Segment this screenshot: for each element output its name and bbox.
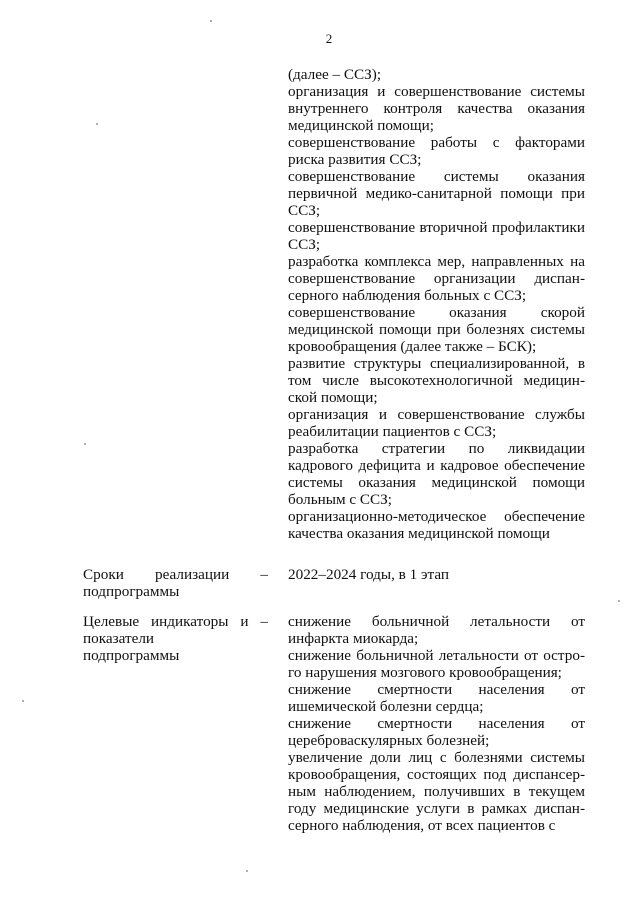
subprogram-tasks-continuation xyxy=(288,66,585,542)
target-indicators-label-line: подпрограммы xyxy=(83,647,180,664)
indicator-item: снижение смертности населения от ишемической болезни сердца; xyxy=(288,681,585,715)
scan-speck xyxy=(84,443,86,445)
scan-speck xyxy=(618,600,620,602)
target-indicators-label xyxy=(83,613,268,664)
task-item: разработка комплекса мер, направленных на совершенствование организации диспансерного наблюдения больных с ССЗ; xyxy=(288,253,585,304)
target-indicators-label-line: Целевые индикаторы и – xyxy=(83,613,268,630)
scan-speck xyxy=(246,870,248,872)
task-item: совершенствование вторичной профилактики ССЗ; xyxy=(288,219,585,253)
implementation-terms-value: 2022–2024 годы, в 1 этап xyxy=(288,566,450,583)
indicator-item: снижение смертности населения от цереброваскулярных болезней; xyxy=(288,715,585,749)
implementation-terms-label: Сроки реализации – подпрограммы xyxy=(83,566,268,600)
task-item: организация и совершенствование системы внутреннего контроля качества оказания медицинской помощи; xyxy=(288,83,585,134)
scan-speck xyxy=(210,20,212,22)
task-item: разработка стратегии по ликвидации кадрового дефицита и кадровое обеспечение системы оказания медицинской помощи больным с ССЗ; xyxy=(288,440,585,508)
scan-speck xyxy=(22,700,24,702)
task-item: совершенствование системы оказания первичной медико-санитарной помощи при ССЗ; xyxy=(288,168,585,219)
page-number: 2 xyxy=(325,31,333,46)
task-item: развитие структуры специализированной, в том числе высокотехнологичной медицинской помощи; xyxy=(288,355,585,406)
task-item: (далее – ССЗ); xyxy=(288,66,382,83)
indicator-item: увеличение доли лиц с болезнями системы кровообращения, состоящих под диспансерным наблюдением, получивших в текущем году медицинские услуги в рамках диспансерного наблюдения, от всех пациентов с xyxy=(288,749,585,834)
task-item: совершенствование оказания скорой медицинской помощи при болезнях системы кровообращения (далее также – БСК); xyxy=(288,304,585,355)
task-item: организация и совершенствование службы реабилитации пациентов с ССЗ; xyxy=(288,406,585,440)
task-item: совершенствование работы с факторами риска развития ССЗ; xyxy=(288,134,585,168)
target-indicators-label-line: показатели xyxy=(83,630,155,647)
indicator-item: снижение больничной летальности от инфаркта миокарда; xyxy=(288,613,585,647)
target-indicators-list xyxy=(288,613,585,834)
scan-speck xyxy=(96,123,98,125)
task-item: организационно-методическое обеспечение качества оказания медицинской помощи xyxy=(288,508,585,542)
indicator-item: снижение больничной летальности от острого нарушения мозгового кровообращения; xyxy=(288,647,585,681)
